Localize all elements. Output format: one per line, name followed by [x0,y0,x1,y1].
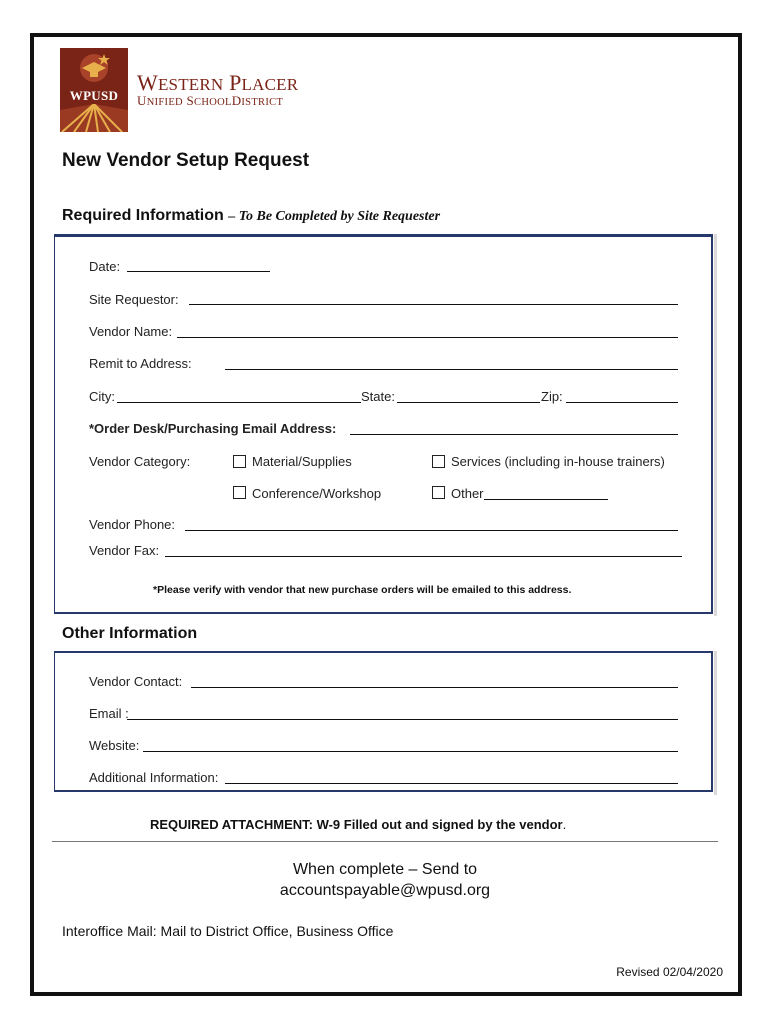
state-field[interactable] [397,402,540,403]
services-label: Services (including in-house trainers) [451,454,665,469]
vendor-fax-field[interactable] [165,556,682,557]
state-label: State: [361,389,395,404]
other-field[interactable] [484,499,608,500]
services-checkbox[interactable] [432,455,445,468]
required-attachment-note: REQUIRED ATTACHMENT: W-9 Filled out and signed by the vendor. [150,817,567,832]
vendor-category-label: Vendor Category: [89,454,191,469]
date-field[interactable] [127,271,270,272]
vendor-name-label: Vendor Name: [89,324,173,339]
city-label: City: [89,389,115,404]
email-label: Email : [89,706,129,721]
zip-label: Zip: [541,389,563,404]
vendor-name-field[interactable] [177,337,678,338]
vendor-phone-field[interactable] [185,530,678,531]
other-label: Other [451,486,484,501]
logo-badge-text: WPUSD [60,88,128,104]
send-instruction: When complete – Send to [292,861,478,878]
material-supplies-label: Material/Supplies [252,454,352,469]
website-field[interactable] [143,751,678,752]
district-name-line1: WESTERN PLACER [137,70,299,95]
additional-info-field[interactable] [225,783,678,784]
remit-address-field[interactable] [225,369,678,370]
website-label: Website: [89,738,140,753]
order-email-field[interactable] [350,434,678,435]
interoffice-mail-note: Interoffice Mail: Mail to District Office, Business Office [62,923,394,939]
remit-address-label: Remit to Address: [89,356,192,371]
city-field[interactable] [117,402,361,403]
required-section-subtitle: – To Be Completed by Site Requester [228,209,441,224]
send-email-address: accountspayable@wpusd.org [279,882,491,899]
date-label: Date: [89,259,121,274]
conference-workshop-checkbox[interactable] [233,486,246,499]
vendor-fax-label: Vendor Fax: [89,543,160,558]
site-requestor-label: Site Requestor: [89,292,179,307]
email-field[interactable] [127,719,678,720]
site-requestor-field[interactable] [189,304,678,305]
divider [52,841,718,842]
conference-workshop-label: Conference/Workshop [252,486,382,501]
additional-info-label: Additional Information: [89,770,219,785]
order-email-label: *Order Desk/Purchasing Email Address: [89,421,337,436]
other-checkbox[interactable] [432,486,445,499]
vendor-contact-label: Vendor Contact: [89,674,183,689]
form-title: New Vendor Setup Request [62,150,310,171]
vendor-contact-field[interactable] [191,687,678,688]
zip-field[interactable] [566,402,678,403]
verify-note: *Please verify with vendor that new purchase orders will be emailed to this address. [153,584,572,596]
required-section-title: Required Information – To Be Completed by Site Requester [62,207,441,224]
vendor-phone-label: Vendor Phone: [89,517,176,532]
revised-date: Revised 02/04/2020 [616,965,723,979]
material-supplies-checkbox[interactable] [233,455,246,468]
district-logo [60,48,128,132]
district-name-line2: UNIFIED SCHOOLDISTRICT [137,93,284,108]
other-section-title: Other Information [62,625,198,642]
